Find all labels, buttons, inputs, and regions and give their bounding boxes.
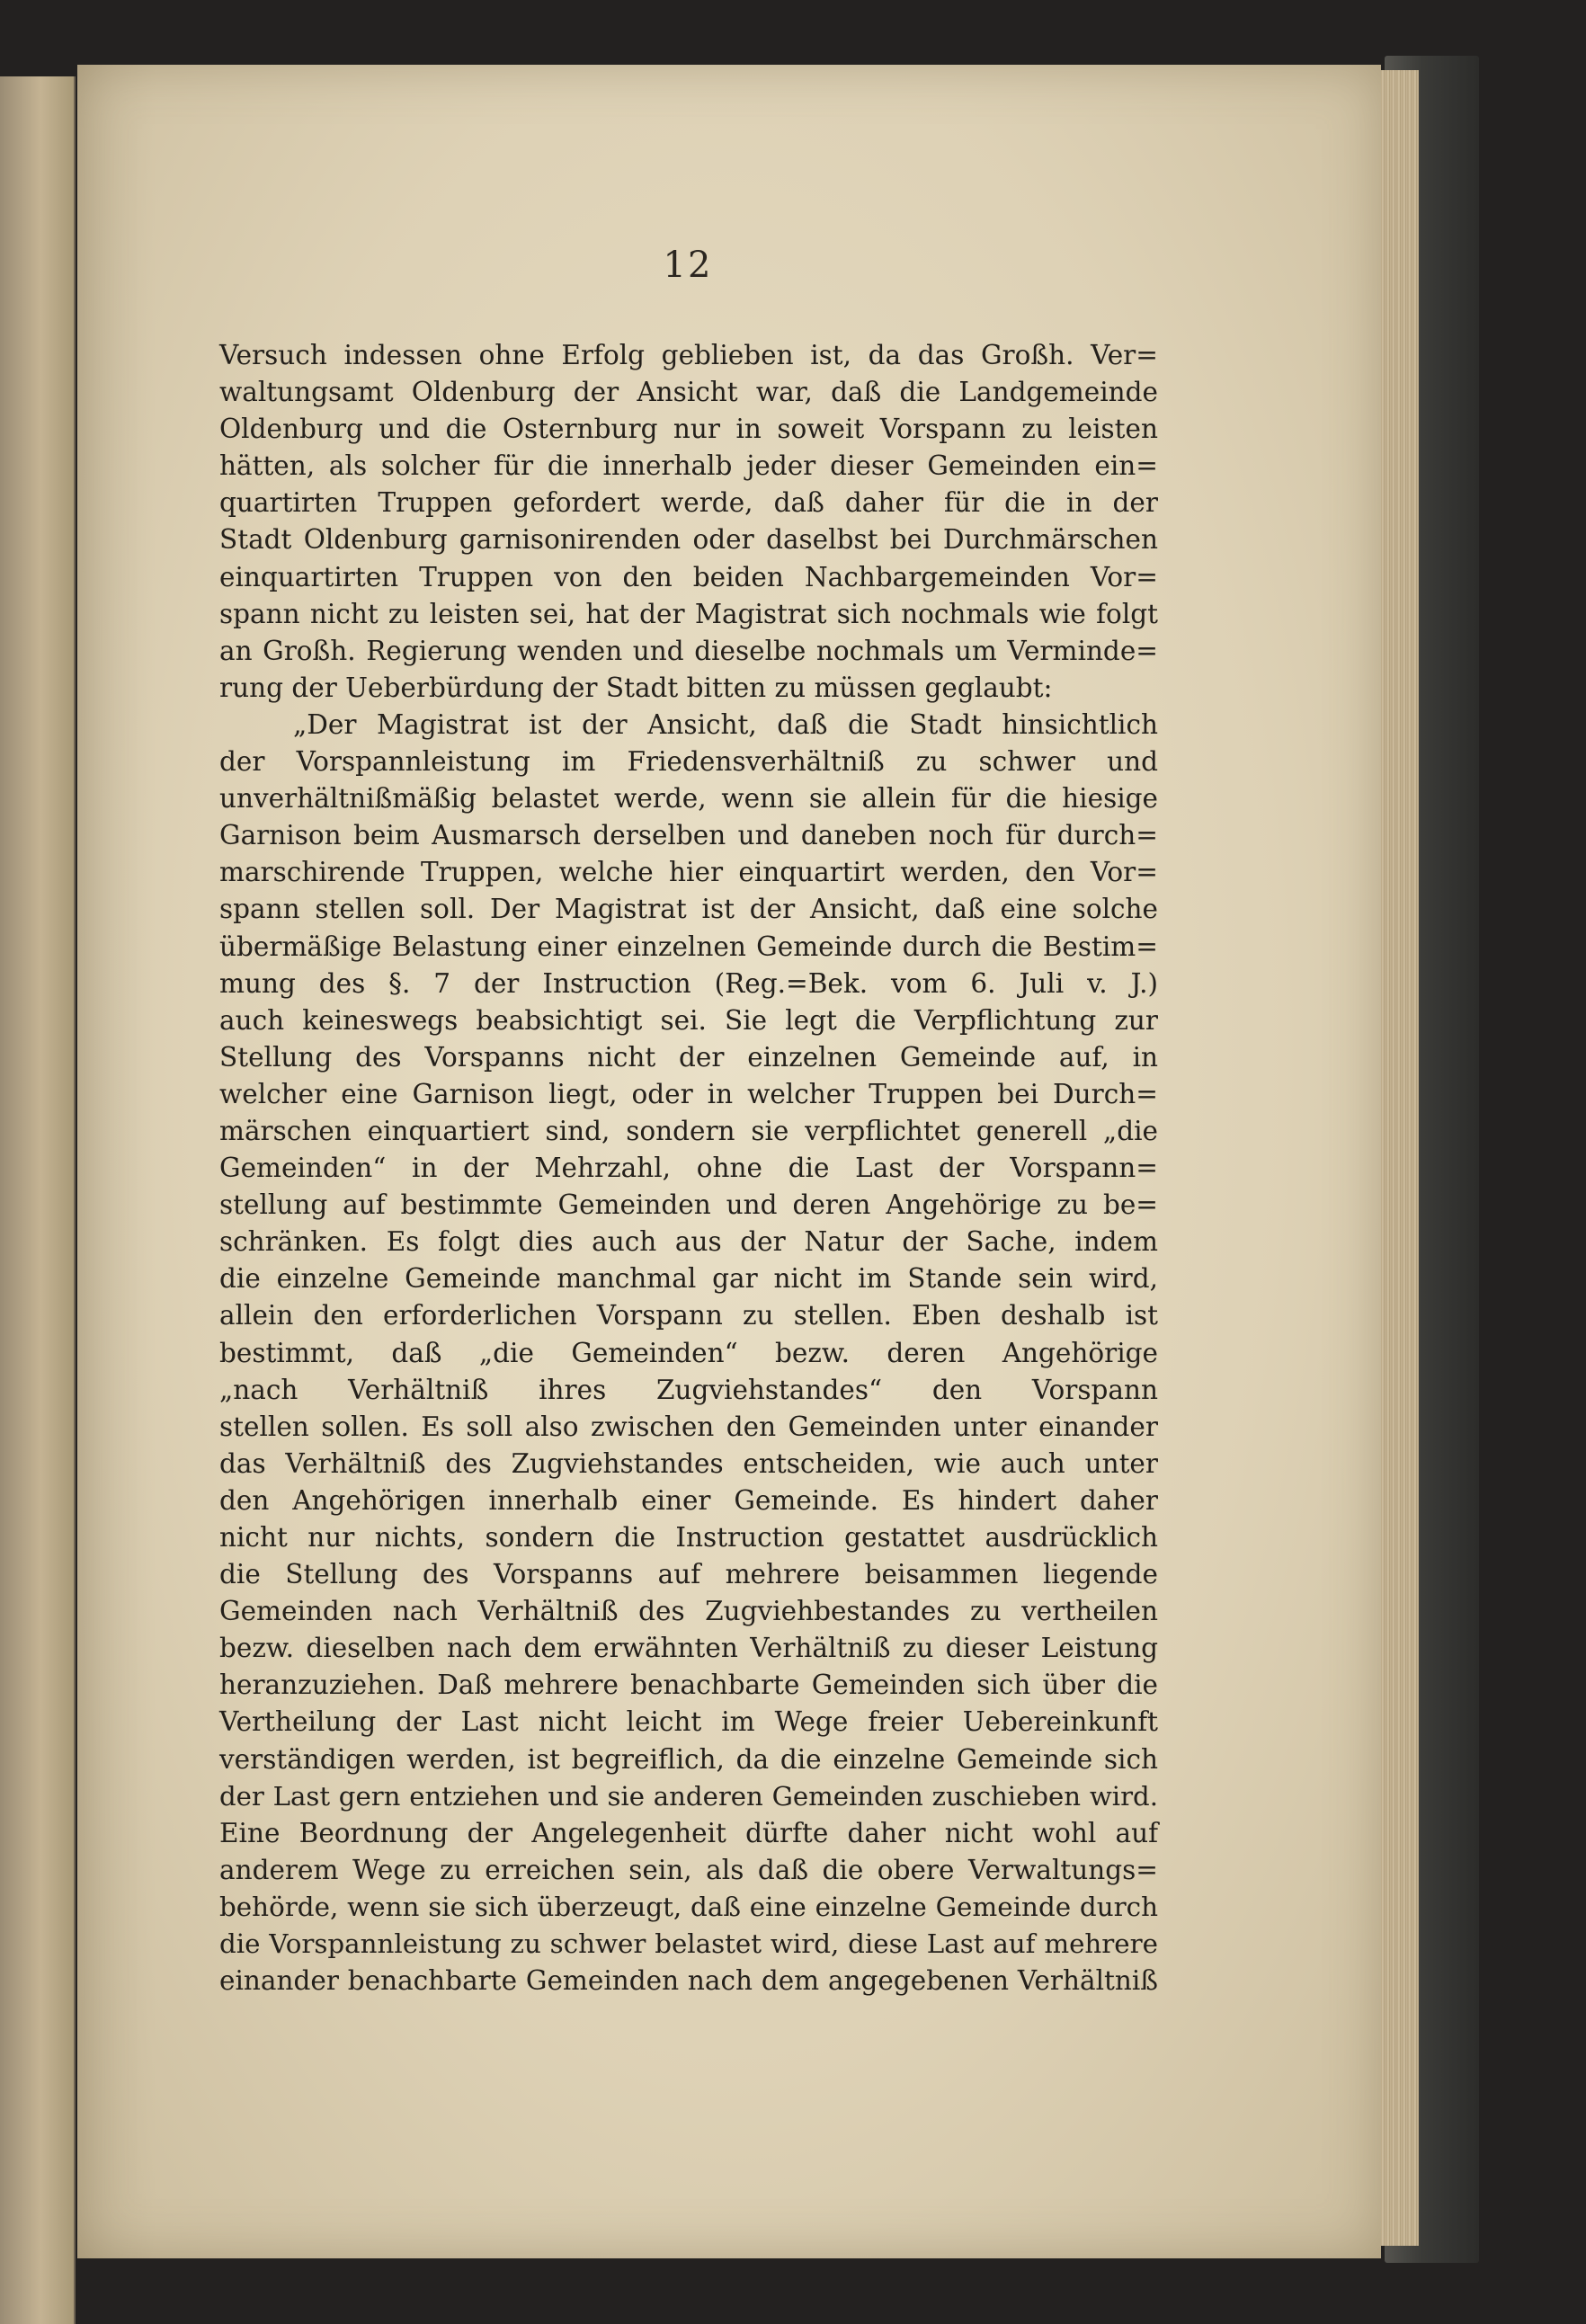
left-page-edge bbox=[0, 76, 76, 2324]
text-line: Gemeinden nach Verhältniß des Zugviehbestandes zu vertheilen bbox=[219, 1596, 1158, 1627]
text-line: die Stellung des Vorspanns auf mehrere beisammen liegende bbox=[219, 1559, 1158, 1590]
text-line: Garnison beim Ausmarsch derselben und daneben noch für durch= bbox=[219, 820, 1158, 851]
body-text bbox=[219, 337, 1158, 1999]
text-line: das Verhältniß des Zugviehstandes entscheiden, wie auch unter bbox=[219, 1447, 1158, 1479]
text-line: an Großh. Regierung wenden und dieselbe nochmals um Verminde= bbox=[219, 635, 1158, 666]
text-line: Stellung des Vorspanns nicht der einzelnen Gemeinde auf, in bbox=[219, 1041, 1158, 1073]
text-line: Vertheilung der Last nicht leicht im Wege freier Uebereinkunft bbox=[219, 1706, 1158, 1738]
text-line: die Vorspannleistung zu schwer belastet wird, diese Last auf mehrere bbox=[219, 1928, 1158, 1960]
text-line: übermäßige Belastung einer einzelnen Gemeinde durch die Bestim= bbox=[219, 930, 1158, 962]
text-line: nicht nur nichts, sondern die Instruction gestattet ausdrücklich bbox=[219, 1522, 1158, 1553]
text-line: marschirende Truppen, welche hier einquartirt werden, den Vor= bbox=[219, 857, 1158, 888]
text-line: märschen einquartiert sind, sondern sie verpflichtet generell „die bbox=[219, 1115, 1158, 1146]
page-number: 12 bbox=[663, 245, 713, 286]
text-line: heranzuziehen. Daß mehrere benachbarte Gemeinden sich über die bbox=[219, 1670, 1158, 1701]
text-line: schränken. Es folgt dies auch aus der Natur der Sache, indem bbox=[219, 1226, 1158, 1258]
text-line: stellung auf bestimmte Gemeinden und deren Angehörige zu be= bbox=[219, 1189, 1158, 1221]
text-line: spann nicht zu leisten sei, hat der Magistrat sich nochmals wie folgt bbox=[219, 598, 1158, 629]
text-line: hätten, als solcher für die innerhalb jeder dieser Gemeinden ein= bbox=[219, 450, 1158, 482]
text-line: der Vorspannleistung im Friedensverhältniß zu schwer und bbox=[219, 746, 1158, 778]
text-line: der Last gern entziehen und sie anderen Gemeinden zuschieben wird. bbox=[219, 1780, 1158, 1812]
text-line: stellen sollen. Es soll also zwischen den Gemeinden unter einander bbox=[219, 1411, 1158, 1442]
text-line: welcher eine Garnison liegt, oder in welcher Truppen bei Durch= bbox=[219, 1078, 1158, 1109]
text-line: die einzelne Gemeinde manchmal gar nicht im Stande sein wird, bbox=[219, 1263, 1158, 1295]
text-line: waltungsamt Oldenburg der Ansicht war, daß die Landgemeinde bbox=[219, 377, 1158, 408]
text-line: behörde, wenn sie sich überzeugt, daß eine einzelne Gemeinde durch bbox=[219, 1891, 1158, 1922]
text-line: den Angehörigen innerhalb einer Gemeinde. Es hindert daher bbox=[219, 1484, 1158, 1516]
text-line: mung des §. 7 der Instruction (Reg.=Bek. vom 6. Juli v. J.) bbox=[219, 967, 1158, 999]
text-line: spann stellen soll. Der Magistrat ist der Ansicht, daß eine solche bbox=[219, 894, 1158, 925]
text-line: rung der Ueberbürdung der Stadt bitten zu müssen geglaubt: bbox=[219, 672, 1053, 703]
text-line: bezw. dieselben nach dem erwähnten Verhältniß zu dieser Leistung bbox=[219, 1633, 1158, 1664]
text-line: verständigen werden, ist begreiflich, da die einzelne Gemeinde sich bbox=[219, 1743, 1158, 1775]
text-line: anderem Wege zu erreichen sein, als daß die obere Verwaltungs= bbox=[219, 1854, 1158, 1885]
text-line: „nach Verhältniß ihres Zugviehstandes“ den Vorspann bbox=[219, 1374, 1158, 1405]
text-line: einquartirten Truppen von den beiden Nachbargemeinden Vor= bbox=[219, 561, 1158, 592]
text-line: unverhältnißmäßig belastet werde, wenn sie allein für die hiesige bbox=[219, 783, 1158, 815]
text-line: quartirten Truppen gefordert werde, daß daher für die in der bbox=[219, 487, 1158, 519]
text-line: allein den erforderlichen Vorspann zu stellen. Eben deshalb ist bbox=[219, 1300, 1158, 1331]
text-line: einander benachbarte Gemeinden nach dem angegebenen Verhältniß bbox=[219, 1965, 1158, 1997]
text-line: Oldenburg und die Osternburg nur in soweit Vorspann zu leisten bbox=[219, 414, 1158, 445]
text-line: bestimmt, daß „die Gemeinden“ bezw. deren Angehörige bbox=[219, 1337, 1158, 1368]
text-line: Eine Beordnung der Angelegenheit dürfte daher nicht wohl auf bbox=[219, 1817, 1158, 1848]
text-line: Versuch indessen ohne Erfolg geblieben ist, da das Großh. Ver= bbox=[219, 340, 1158, 370]
text-line: „Der Magistrat ist der Ansicht, daß die Stadt hinsichtlich bbox=[293, 708, 1158, 740]
text-line: Gemeinden“ in der Mehrzahl, ohne die Last der Vorspann= bbox=[219, 1153, 1158, 1184]
text-line: auch keineswegs beabsichtigt sei. Sie legt die Verpflichtung zur bbox=[219, 1004, 1158, 1036]
text-line: Stadt Oldenburg garnisonirenden oder daselbst bei Durchmärschen bbox=[219, 524, 1158, 556]
